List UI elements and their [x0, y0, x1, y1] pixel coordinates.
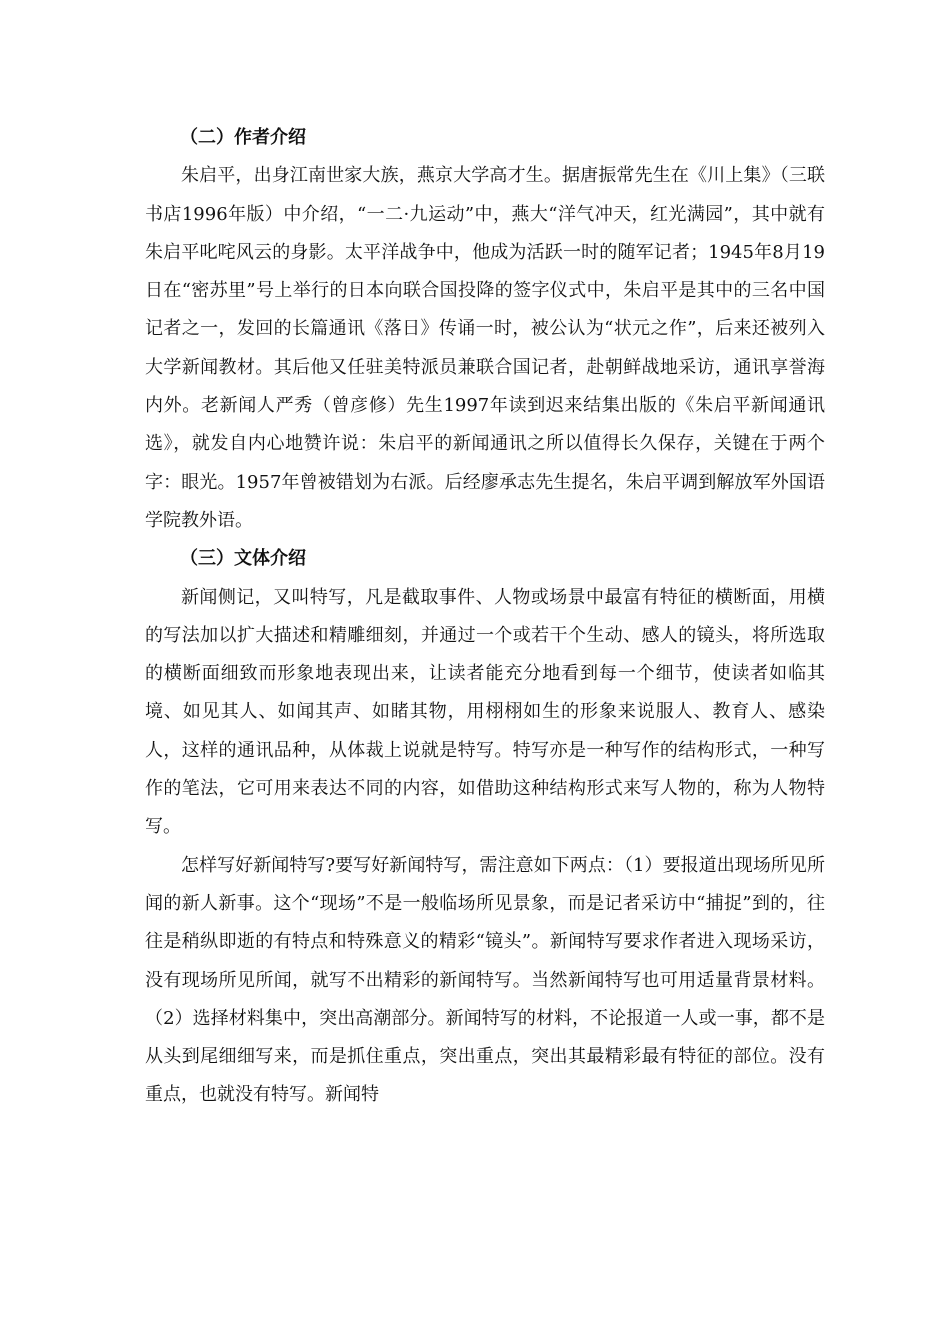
document-body	[145, 119, 825, 1115]
section-heading-author: （二）作者介绍	[180, 127, 306, 148]
genre-paragraph-definition: 新闻侧记，又叫特写，凡是截取事件、人物或场景中最富有特征的横断面，用横的写法加以扩大描述和精雕细刻，并通过一个或若干个生动、感人的镜头，将所选取的横断面细致而形象地表现出来，让读者能充分地看到每一个细节，使读者如临其境、如见其人、如闻其声、如睹其物，用栩栩如生的形象来说服人、教育人、感染人，这样的通讯品种，从体裁上说就是特写。特写亦是一种写作的结构形式，一种写作的笔法，它可用来表达不同的内容，如借助这种结构形式来写人物的，称为人物特写。	[145, 586, 825, 838]
genre-paragraph-howto: 怎样写好新闻特写?要写好新闻特写，需注意如下两点：（1）要报道出现场所见所闻的新人新事。这个“现场”不是一般临场所见景象，而是记者采访中“捕捉”到的，往往是稍纵即逝的有特点和特殊意义的精彩“镜头”。新闻特写要求作者进入现场采访，没有现场所见所闻，就写不出精彩的新闻特写。当然新闻特写也可用适量背景材料。（2）选择材料集中，突出高潮部分。新闻特写的材料，不论报道一人或一事，都不是从头到尾细细写来，而是抓住重点，突出重点，突出其最精彩最有特征的部位。没有重点，也就没有特写。新闻特	[145, 854, 825, 1106]
section-heading-genre: （三）文体介绍	[180, 548, 306, 570]
author-paragraph: 朱启平，出身江南世家大族，燕京大学高才生。据唐振常先生在《川上集》（三联书店1996年版）中介绍，“一二·九运动”中，燕大“洋气冲天，红光满园”，其中就有朱启平叱咤风云的身影。太平洋战争中，他成为活跃一时的随军记者；1945年8月19日在“密苏里”号上举行的日本向联合国投降的签字仪式中，朱启平是其中的三名中国记者之一，发回的长篇通讯《落日》传诵一时，被公认为“状元之作”，后来还被列入大学新闻教材。其后他又任驻美特派员兼联合国记者，赴朝鲜战地采访，通讯享誉海内外。老新闻人严秀（曾彦修）先生1997年读到迟来结集出版的《朱启平新闻通讯选》，就发自内心地赞许说：朱启平的新闻通讯之所以值得长久保存，关键在于两个字：眼光。1957年曾被错划为右派。后经廖承志先生提名，朱启平调到解放军外国语学院教外语。	[145, 165, 825, 531]
